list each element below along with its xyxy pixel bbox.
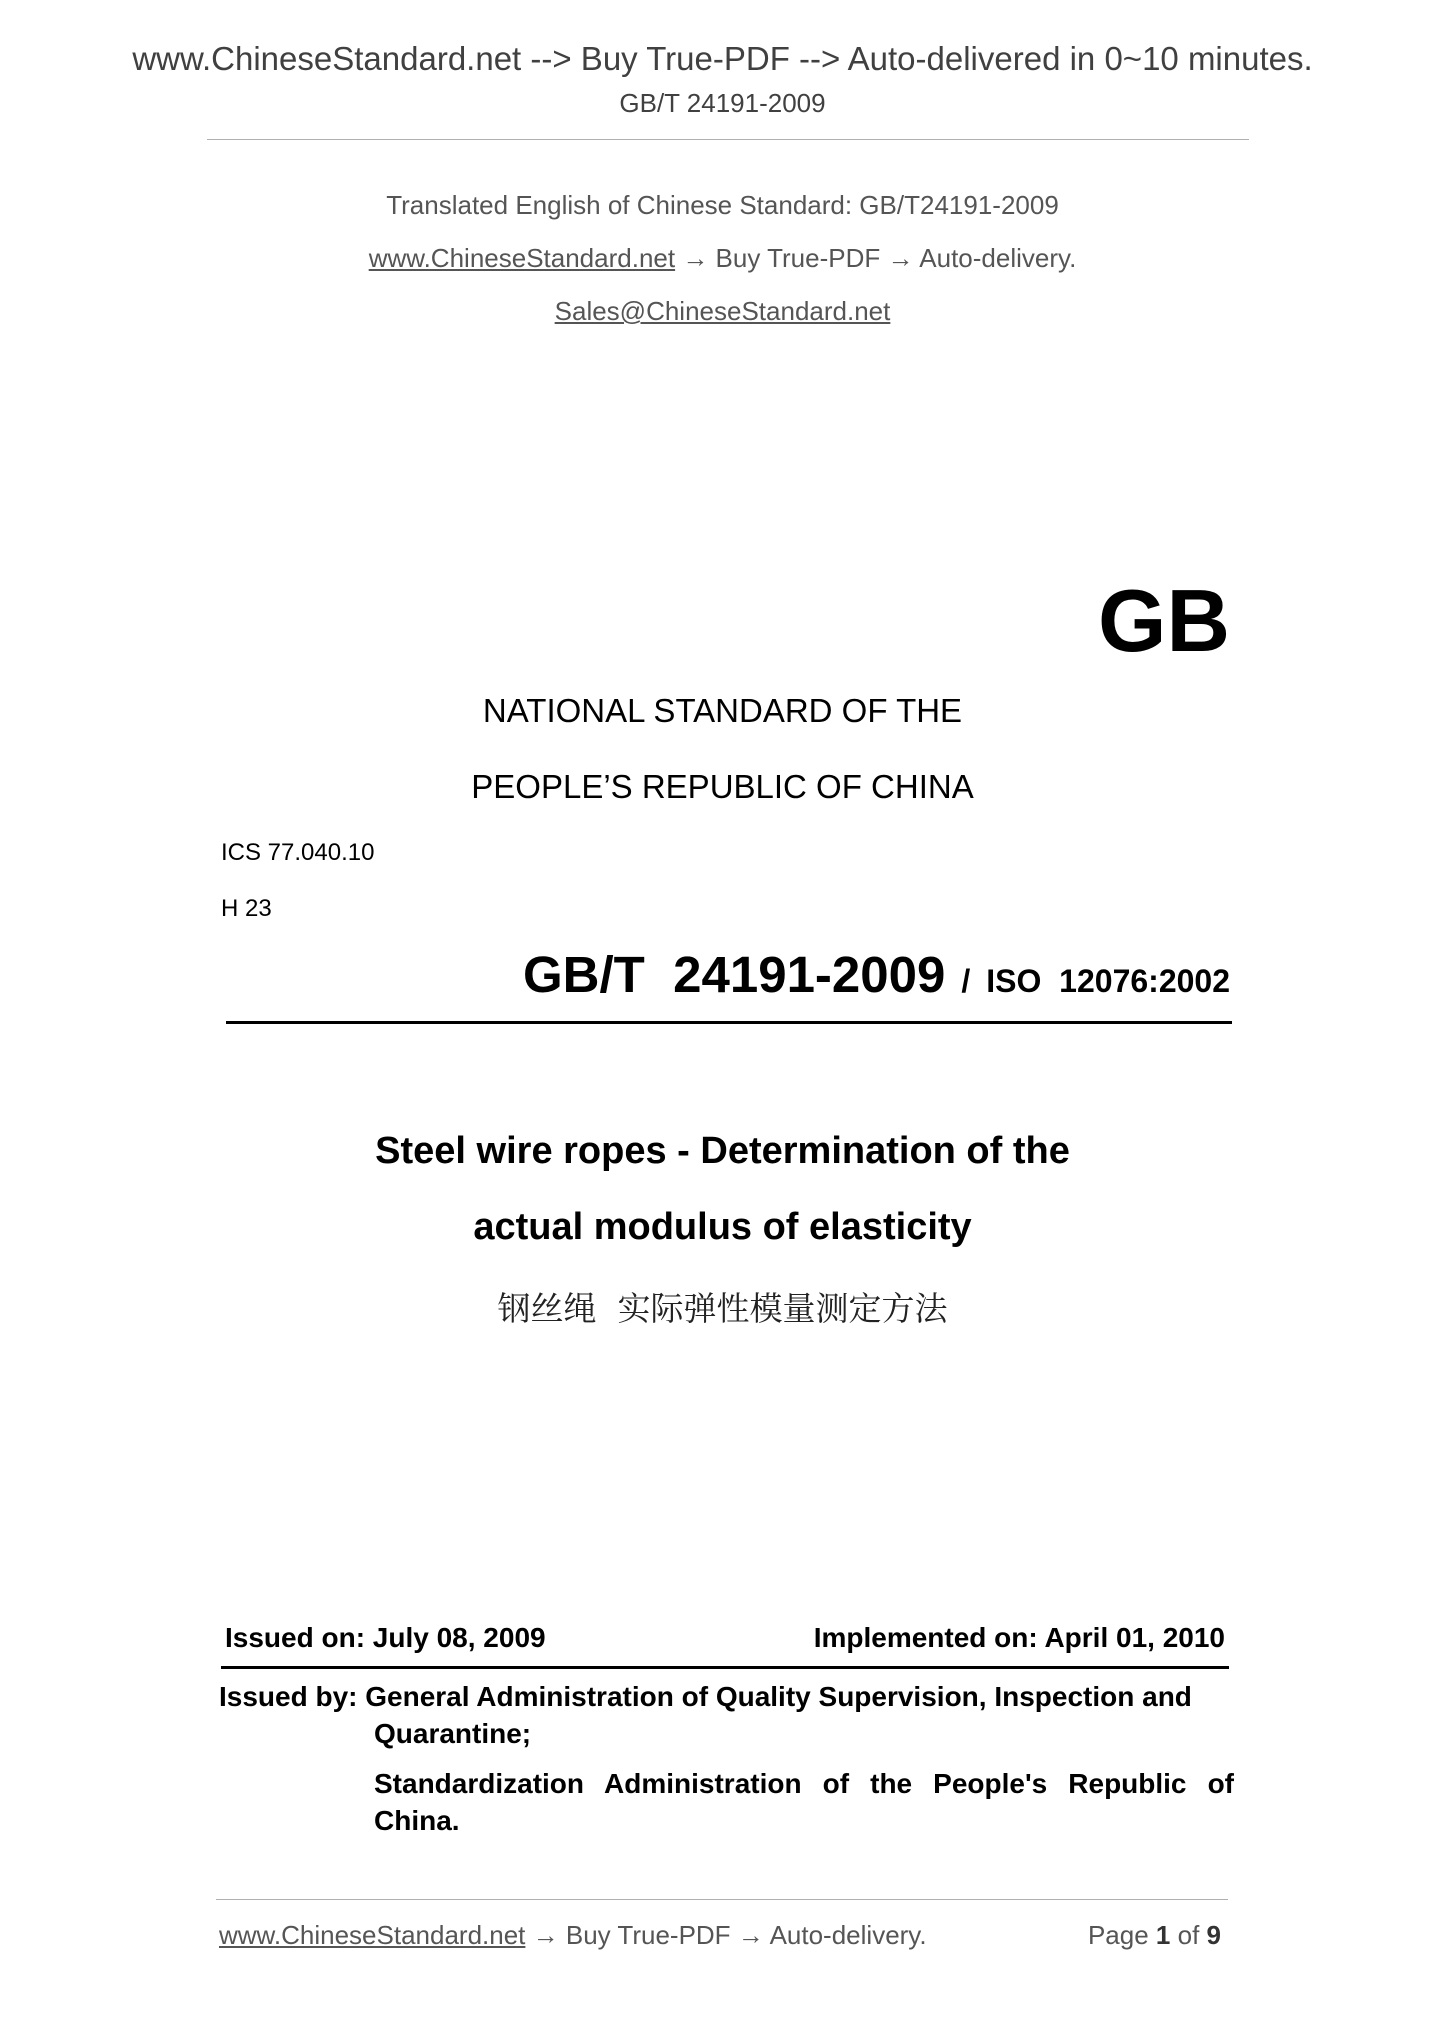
page-label: Page	[1087, 1920, 1149, 1950]
top-banner: www.ChineseStandard.net --> Buy True-PDF --> Auto-delivered in 0~10 minutes.	[132, 40, 1313, 77]
page-of: of	[1177, 1920, 1200, 1950]
chinese-standard-link[interactable]: www.ChineseStandard.net	[368, 243, 676, 273]
dates-rule	[221, 1666, 1229, 1669]
title-english-line-2: actual modulus of elasticity	[473, 1206, 972, 1248]
issued-by	[219, 1678, 1234, 1752]
footer-links	[219, 1920, 927, 1951]
ccs-code: H 23	[221, 895, 272, 922]
national-standard-line-1: NATIONAL STANDARD OF THE	[482, 692, 963, 729]
title-chinese: 钢丝绳 实际弹性模量测定方法	[497, 1289, 948, 1328]
standard-number-rule	[226, 1021, 1232, 1024]
page-total: 9	[1206, 1920, 1221, 1950]
issuer-2: Standardization Administration of the People's Republic of China.	[374, 1768, 1234, 1836]
implemented-on-date: Implemented on: April 01, 2010	[813, 1622, 1225, 1653]
header-divider	[207, 139, 1249, 140]
gb-standard-number: GB/T 24191-2009	[522, 946, 946, 1003]
issuer-1: Issued by: General Administration of Quality Supervision, Inspection and Quarantine;	[219, 1681, 1192, 1749]
buy-pdf-text: → Buy True-PDF → Auto-delivery.	[675, 243, 1077, 273]
page-current: 1	[1155, 1920, 1171, 1950]
footer-divider	[216, 1899, 1228, 1900]
header-standard-code: GB/T 24191-2009	[619, 88, 826, 118]
translation-links	[0, 243, 1445, 274]
ics-code: ICS 77.040.10	[221, 839, 375, 866]
page-indicator	[1088, 1920, 1221, 1951]
issued-on-date: Issued on: July 08, 2009	[225, 1622, 546, 1653]
national-standard-line-2: PEOPLE’S REPUBLIC OF CHINA	[471, 768, 974, 805]
translation-title: Translated English of Chinese Standard: GB/T24191-2009	[386, 190, 1059, 220]
footer-site-link[interactable]: www.ChineseStandard.net	[219, 1920, 526, 1950]
iso-standard-number: ISO 12076:2002	[986, 963, 1230, 999]
standard-number	[523, 945, 1230, 1004]
sales-email	[0, 296, 1445, 327]
footer-buy-text: → Buy True-PDF → Auto-delivery.	[525, 1920, 927, 1950]
gb-mark: GB	[1098, 571, 1230, 670]
standard-separator: /	[961, 963, 971, 999]
title-english-line-1: Steel wire ropes - Determination of the	[375, 1130, 1070, 1172]
sales-email-link[interactable]: Sales@ChineseStandard.net	[554, 296, 891, 326]
